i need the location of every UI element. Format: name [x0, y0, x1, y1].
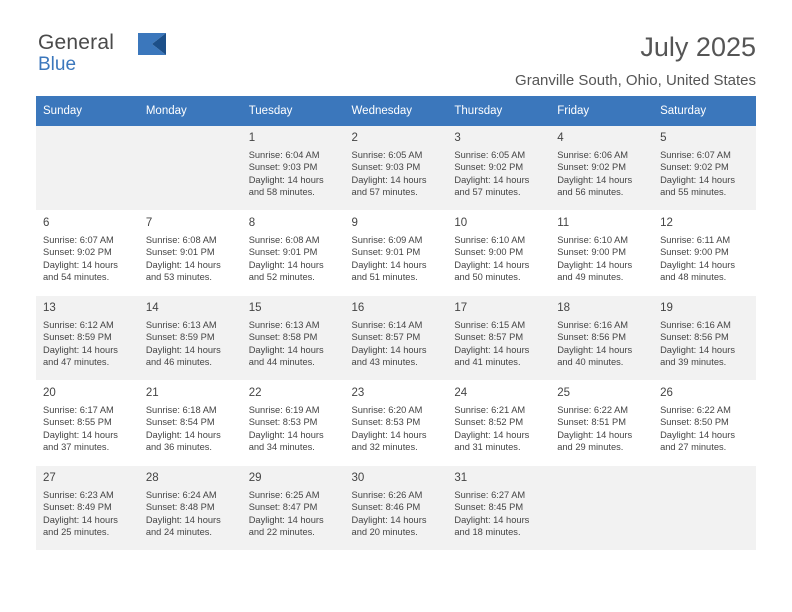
day-number: 9: [351, 217, 358, 229]
day-number: 27: [43, 472, 56, 484]
day-number: 28: [145, 472, 159, 484]
page-header: [36, 0, 756, 96]
sunset-text: Sunset: 8:48 PM: [145, 502, 215, 513]
daylight-text-line1: Daylight: 14 hours: [43, 344, 118, 355]
sunrise-text: Sunrise: 6:10 AM: [454, 235, 526, 245]
day-number: 15: [248, 302, 262, 314]
weekday-header-friday: Friday: [550, 96, 653, 126]
daylight-text-line2: and 29 minutes.: [557, 442, 624, 453]
daylight-text-line1: Daylight: 14 hours: [557, 174, 633, 185]
sunrise-text: Sunrise: 6:16 AM: [660, 320, 731, 330]
sunrise-text: Sunrise: 6:18 AM: [145, 405, 217, 415]
weekday-header-monday: Monday: [139, 96, 242, 126]
sunset-text: Sunset: 9:00 PM: [454, 247, 524, 258]
sunrise-text: Sunrise: 6:06 AM: [557, 150, 629, 160]
daylight-text-line1: Daylight: 14 hours: [351, 429, 427, 440]
daylight-text-line2: and 47 minutes.: [43, 357, 110, 368]
day-cell[interactable]: [36, 466, 139, 551]
daylight-text-line1: Daylight: 14 hours: [248, 174, 324, 185]
day-number: 10: [454, 217, 468, 229]
daylight-text-line2: and 52 minutes.: [248, 272, 315, 283]
daylight-text-line2: and 36 minutes.: [145, 442, 212, 453]
sunrise-text: Sunrise: 6:20 AM: [351, 405, 423, 415]
daylight-text-line1: Daylight: 14 hours: [43, 429, 118, 440]
day-number: 12: [660, 217, 673, 229]
daylight-text-line1: Daylight: 14 hours: [43, 259, 118, 270]
daylight-text-line2: and 58 minutes.: [248, 187, 315, 198]
daylight-text-line2: and 18 minutes.: [454, 527, 521, 538]
daylight-text-line1: Daylight: 14 hours: [660, 259, 735, 270]
sunset-text: Sunset: 8:49 PM: [43, 502, 112, 513]
sunrise-text: Sunrise: 6:22 AM: [557, 405, 629, 415]
sunrise-text: Sunrise: 6:08 AM: [248, 235, 320, 245]
daylight-text-line1: Daylight: 14 hours: [145, 344, 221, 355]
day-cell[interactable]: [36, 381, 139, 466]
sunset-text: Sunset: 8:55 PM: [43, 417, 112, 428]
daylight-text-line2: and 24 minutes.: [145, 527, 212, 538]
daylight-text-line2: and 37 minutes.: [43, 442, 110, 453]
daylight-text-line2: and 41 minutes.: [454, 357, 521, 368]
sunrise-text: Sunrise: 6:09 AM: [351, 235, 423, 245]
daylight-text-line2: and 46 minutes.: [145, 357, 212, 368]
sunset-text: Sunset: 8:58 PM: [248, 332, 318, 343]
sunset-text: Sunset: 8:59 PM: [43, 332, 112, 343]
day-cell[interactable]: [550, 211, 653, 296]
sunset-text: Sunset: 8:59 PM: [145, 332, 215, 343]
day-number: 2: [351, 132, 358, 144]
daylight-text-line1: Daylight: 14 hours: [454, 259, 530, 270]
daylight-text-line2: and 53 minutes.: [145, 272, 212, 283]
daylight-text-line1: Daylight: 14 hours: [454, 429, 530, 440]
calendar-week-row: [36, 381, 756, 466]
day-cell-empty: [653, 466, 756, 551]
day-number: 30: [351, 472, 365, 484]
day-number: 13: [43, 302, 56, 314]
weekday-header-thursday: Thursday: [447, 96, 550, 126]
sunrise-text: Sunrise: 6:25 AM: [248, 490, 320, 500]
sunrise-text: Sunrise: 6:21 AM: [454, 405, 526, 415]
sunrise-sunset-calendar: [36, 96, 756, 551]
daylight-text-line2: and 57 minutes.: [454, 187, 521, 198]
day-cell[interactable]: [345, 296, 448, 381]
daylight-text-line1: Daylight: 14 hours: [351, 259, 427, 270]
sunset-text: Sunset: 9:02 PM: [557, 162, 626, 173]
day-cell[interactable]: [139, 466, 242, 551]
sunset-text: Sunset: 8:57 PM: [454, 332, 524, 343]
day-number: 21: [145, 387, 159, 399]
sunset-text: Sunset: 8:53 PM: [248, 417, 318, 428]
daylight-text-line2: and 54 minutes.: [43, 272, 110, 283]
day-number: 7: [145, 217, 153, 229]
daylight-text-line1: Daylight: 14 hours: [145, 259, 221, 270]
calendar-body: [36, 126, 756, 551]
day-cell[interactable]: [36, 211, 139, 296]
sunset-text: Sunset: 9:03 PM: [351, 162, 421, 173]
sunset-text: Sunset: 9:00 PM: [557, 247, 626, 258]
sunset-text: Sunset: 8:51 PM: [557, 417, 626, 428]
sunset-text: Sunset: 9:00 PM: [660, 247, 729, 258]
day-cell[interactable]: [653, 296, 756, 381]
page-subtitle-location: Granville South, Ohio, United States: [515, 72, 756, 89]
calendar-week-row: [36, 126, 756, 211]
daylight-text-line1: Daylight: 14 hours: [248, 344, 324, 355]
day-number: 29: [248, 472, 262, 484]
day-cell-empty: [550, 466, 653, 551]
day-number: 17: [454, 302, 468, 314]
sunset-text: Sunset: 8:56 PM: [557, 332, 626, 343]
day-number: 1: [248, 132, 256, 144]
day-number: 6: [43, 217, 50, 229]
day-number: 3: [454, 132, 461, 144]
daylight-text-line2: and 27 minutes.: [660, 442, 727, 453]
sunset-text: Sunset: 8:47 PM: [248, 502, 318, 513]
calendar-header-row: [36, 96, 756, 126]
general-blue-logo: [38, 32, 218, 84]
day-cell[interactable]: [242, 126, 345, 211]
day-number: 25: [557, 387, 571, 399]
daylight-text-line2: and 51 minutes.: [351, 272, 418, 283]
daylight-text-line2: and 48 minutes.: [660, 272, 727, 283]
daylight-text-line2: and 57 minutes.: [351, 187, 418, 198]
daylight-text-line2: and 55 minutes.: [660, 187, 727, 198]
daylight-text-line2: and 22 minutes.: [248, 527, 315, 538]
day-number: 5: [660, 132, 667, 144]
sunset-text: Sunset: 9:01 PM: [248, 247, 318, 258]
sunset-text: Sunset: 8:45 PM: [454, 502, 524, 513]
day-number: 22: [248, 387, 262, 399]
sunset-text: Sunset: 9:02 PM: [660, 162, 729, 173]
daylight-text-line1: Daylight: 14 hours: [557, 429, 633, 440]
weekday-header-wednesday: Wednesday: [345, 96, 448, 126]
day-number: 24: [454, 387, 468, 399]
sunset-text: Sunset: 8:54 PM: [145, 417, 215, 428]
sunset-text: Sunset: 9:01 PM: [145, 247, 215, 258]
day-cell[interactable]: [447, 296, 550, 381]
daylight-text-line2: and 49 minutes.: [557, 272, 624, 283]
sunset-text: Sunset: 9:03 PM: [248, 162, 318, 173]
sunset-text: Sunset: 8:52 PM: [454, 417, 524, 428]
daylight-text-line2: and 50 minutes.: [454, 272, 521, 283]
day-number: 11: [557, 217, 570, 229]
daylight-text-line1: Daylight: 14 hours: [660, 344, 735, 355]
day-cell[interactable]: [447, 466, 550, 551]
sunrise-text: Sunrise: 6:23 AM: [43, 490, 114, 500]
sunset-text: Sunset: 9:02 PM: [43, 247, 112, 258]
daylight-text-line1: Daylight: 14 hours: [248, 514, 324, 525]
page-title: July 2025: [640, 32, 756, 62]
daylight-text-line1: Daylight: 14 hours: [557, 259, 633, 270]
sunrise-text: Sunrise: 6:24 AM: [145, 490, 217, 500]
day-number: 26: [660, 387, 673, 399]
sunrise-text: Sunrise: 6:07 AM: [660, 150, 731, 160]
day-cell-empty: [139, 126, 242, 211]
day-cell[interactable]: [242, 466, 345, 551]
day-number: 31: [454, 472, 468, 484]
sunrise-text: Sunrise: 6:26 AM: [351, 490, 423, 500]
daylight-text-line1: Daylight: 14 hours: [43, 514, 118, 525]
sunset-text: Sunset: 9:02 PM: [454, 162, 524, 173]
daylight-text-line2: and 32 minutes.: [351, 442, 418, 453]
day-cell[interactable]: [550, 381, 653, 466]
daylight-text-line1: Daylight: 14 hours: [248, 429, 324, 440]
sunset-text: Sunset: 8:57 PM: [351, 332, 421, 343]
sunrise-text: Sunrise: 6:05 AM: [351, 150, 423, 160]
daylight-text-line1: Daylight: 14 hours: [145, 429, 221, 440]
day-cell[interactable]: [36, 296, 139, 381]
calendar-week-row: [36, 296, 756, 381]
day-cell[interactable]: [139, 381, 242, 466]
daylight-text-line2: and 34 minutes.: [248, 442, 315, 453]
day-cell[interactable]: [139, 296, 242, 381]
sunrise-text: Sunrise: 6:10 AM: [557, 235, 629, 245]
sunrise-text: Sunrise: 6:22 AM: [660, 405, 731, 415]
sunrise-text: Sunrise: 6:04 AM: [248, 150, 320, 160]
day-cell[interactable]: [447, 211, 550, 296]
day-number: 4: [557, 132, 564, 144]
day-cell-empty: [36, 126, 139, 211]
day-number: 8: [248, 217, 256, 229]
weekday-header-saturday: Saturday: [653, 96, 756, 126]
daylight-text-line2: and 44 minutes.: [248, 357, 315, 368]
day-cell[interactable]: [242, 296, 345, 381]
sunrise-text: Sunrise: 6:19 AM: [248, 405, 320, 415]
flag-icon: [136, 33, 170, 55]
sunrise-text: Sunrise: 6:16 AM: [557, 320, 629, 330]
sunrise-text: Sunrise: 6:12 AM: [43, 320, 114, 330]
sunset-text: Sunset: 8:53 PM: [351, 417, 421, 428]
daylight-text-line2: and 39 minutes.: [660, 357, 727, 368]
sunrise-text: Sunrise: 6:08 AM: [145, 235, 217, 245]
weekday-header-sunday: Sunday: [36, 96, 139, 126]
day-cell[interactable]: [447, 126, 550, 211]
day-cell[interactable]: [242, 381, 345, 466]
sunrise-text: Sunrise: 6:13 AM: [145, 320, 217, 330]
daylight-text-line1: Daylight: 14 hours: [351, 514, 427, 525]
daylight-text-line2: and 43 minutes.: [351, 357, 418, 368]
day-number: 19: [660, 302, 673, 314]
logo-text-blue: Blue: [38, 54, 77, 75]
sunrise-text: Sunrise: 6:15 AM: [454, 320, 526, 330]
sunrise-text: Sunrise: 6:17 AM: [43, 405, 114, 415]
sunrise-text: Sunrise: 6:07 AM: [43, 235, 114, 245]
sunset-text: Sunset: 9:01 PM: [351, 247, 421, 258]
daylight-text-line1: Daylight: 14 hours: [660, 174, 735, 185]
day-cell[interactable]: [242, 211, 345, 296]
day-cell[interactable]: [447, 381, 550, 466]
sunset-text: Sunset: 8:56 PM: [660, 332, 729, 343]
day-cell[interactable]: [345, 211, 448, 296]
daylight-text-line1: Daylight: 14 hours: [557, 344, 633, 355]
day-cell[interactable]: [653, 211, 756, 296]
day-number: 20: [43, 387, 56, 399]
sunrise-text: Sunrise: 6:14 AM: [351, 320, 423, 330]
day-cell[interactable]: [653, 381, 756, 466]
sunrise-text: Sunrise: 6:27 AM: [454, 490, 526, 500]
sunrise-text: Sunrise: 6:11 AM: [660, 235, 731, 245]
calendar-week-row: [36, 466, 756, 551]
day-cell[interactable]: [653, 126, 756, 211]
sunset-text: Sunset: 8:50 PM: [660, 417, 729, 428]
sunset-text: Sunset: 8:46 PM: [351, 502, 421, 513]
day-cell[interactable]: [345, 466, 448, 551]
daylight-text-line1: Daylight: 14 hours: [454, 344, 530, 355]
daylight-text-line2: and 20 minutes.: [351, 527, 418, 538]
day-number: 16: [351, 302, 365, 314]
daylight-text-line1: Daylight: 14 hours: [145, 514, 221, 525]
day-number: 14: [145, 302, 159, 314]
daylight-text-line1: Daylight: 14 hours: [248, 259, 324, 270]
calendar-week-row: [36, 211, 756, 296]
daylight-text-line2: and 56 minutes.: [557, 187, 624, 198]
daylight-text-line1: Daylight: 14 hours: [351, 344, 427, 355]
daylight-text-line2: and 25 minutes.: [43, 527, 110, 538]
day-number: 18: [557, 302, 571, 314]
sunrise-text: Sunrise: 6:05 AM: [454, 150, 526, 160]
day-cell[interactable]: [139, 211, 242, 296]
day-number: 23: [351, 387, 365, 399]
day-cell[interactable]: [345, 126, 448, 211]
daylight-text-line2: and 31 minutes.: [454, 442, 521, 453]
daylight-text-line2: and 40 minutes.: [557, 357, 624, 368]
day-cell[interactable]: [550, 126, 653, 211]
weekday-header-tuesday: Tuesday: [242, 96, 345, 126]
day-cell[interactable]: [550, 296, 653, 381]
sunrise-text: Sunrise: 6:13 AM: [248, 320, 320, 330]
daylight-text-line1: Daylight: 14 hours: [454, 514, 530, 525]
logo-text-general: General: [38, 31, 115, 54]
daylight-text-line1: Daylight: 14 hours: [454, 174, 530, 185]
daylight-text-line1: Daylight: 14 hours: [660, 429, 735, 440]
daylight-text-line1: Daylight: 14 hours: [351, 174, 427, 185]
day-cell[interactable]: [345, 381, 448, 466]
